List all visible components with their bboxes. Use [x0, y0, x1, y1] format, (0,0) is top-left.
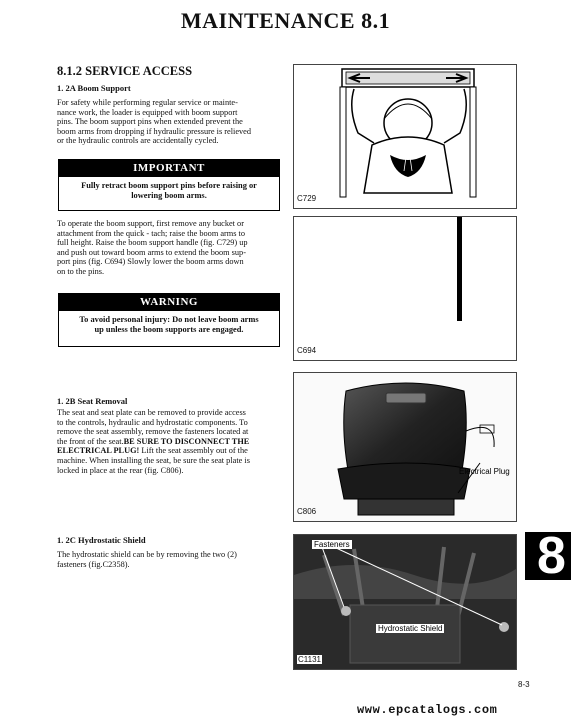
text-line — [57, 446, 292, 456]
text-line: fasteners (fig.C2358). — [57, 559, 130, 569]
text-line: boom arms from dropping if hydraulic pressure is relieved — [57, 126, 252, 136]
figure-c1131-label: C1131 — [298, 655, 321, 664]
seat-removal-heading: 1. 2B Seat Removal — [57, 396, 128, 406]
text-span: the front of the seat. — [57, 436, 124, 446]
important-title: IMPORTANT — [59, 160, 279, 177]
boom-support-pin-line — [457, 217, 462, 321]
hydrostatic-shield-photo — [294, 535, 516, 669]
boom-support-operate — [57, 219, 292, 277]
text-line: locked in place at the rear (fig. C806). — [57, 465, 184, 475]
text-line: lowering boom arms. — [131, 190, 207, 200]
operator-illustration — [294, 65, 516, 208]
figure-c806 — [293, 372, 517, 522]
emphasis-text: BE SURE TO DISCONNECT THE — [123, 436, 250, 446]
warning-title: WARNING — [59, 294, 279, 311]
text-line: The hydrostatic shield can be by removing the two (2) — [57, 550, 237, 559]
text-line: on to the pins. — [57, 266, 105, 276]
emphasis-text: ELECTRICAL PLUG! — [57, 446, 140, 456]
warning-notice — [58, 293, 280, 347]
website-link[interactable]: www.epcatalogs.com — [357, 703, 498, 717]
text-line: or the hydraulic controls are accidentally cycled. — [57, 136, 219, 146]
text-line: remove the seat assembly, remove the fasteners located at — [57, 427, 249, 437]
boom-support-heading: 1. 2A Boom Support — [57, 83, 131, 93]
text-line: and push out toward boom arms to extend the boom sup- — [57, 247, 246, 257]
text-line: To avoid personal injury: Do not leave boom arms — [79, 315, 259, 324]
hydrostatic-shield-callout: Hydrostatic Shield — [378, 624, 443, 633]
section-title: 8.1.2 SERVICE ACCESS — [57, 64, 193, 78]
text-line: machine. When installing the seat, be sure the seat plate is — [57, 455, 250, 465]
text-line: to the controls, hydraulic and hydrostatic components. To — [57, 417, 248, 427]
text-line: The seat and seat plate can be removed to provide access — [57, 408, 246, 417]
text-line: For safety while performing regular service or mainte- — [57, 98, 238, 107]
text-span: Lift the seat assembly out of the — [139, 446, 248, 456]
fasteners-callout: Fasteners — [314, 540, 350, 549]
text-line: Fully retract boom support pins before raising or — [81, 181, 257, 190]
figure-c694 — [293, 216, 517, 361]
boom-support-intro — [57, 98, 292, 146]
important-text — [59, 177, 279, 200]
seat-photo — [294, 373, 516, 521]
figure-c729-label: C729 — [297, 194, 317, 203]
page-number: 8-3 — [518, 680, 530, 689]
text-line: nance work, the loader is equipped with boom support — [57, 107, 238, 117]
text-line: port pins (fig. C694) Slowly lower the boom arms down — [57, 257, 244, 267]
electrical-plug-callout: Electrical Plug — [459, 467, 510, 476]
hydrostatic-shield-text — [57, 550, 292, 569]
important-notice — [58, 159, 280, 211]
hydrostatic-shield-heading: 1. 2C Hydrostatic Shield — [57, 535, 146, 545]
chapter-tab — [525, 527, 571, 585]
figure-c1131 — [293, 534, 517, 670]
text-line: up unless the boom supports are engaged. — [94, 324, 244, 334]
text-line — [57, 437, 292, 447]
warning-text — [59, 311, 279, 334]
text-line: attachment from the quick - tach; raise the boom arms to — [57, 228, 246, 238]
figure-c729 — [293, 64, 517, 209]
figure-c806-label: C806 — [297, 507, 317, 516]
chapter-tab-number: 8 — [537, 527, 566, 585]
text-line: To operate the boom support, first remove any bucket or — [57, 219, 244, 228]
page-title: MAINTENANCE 8.1 — [180, 8, 391, 33]
text-line: full height. Raise the boom support handle (fig. C729) up — [57, 238, 248, 248]
figure-c694-label: C694 — [297, 346, 317, 355]
seat-removal-text — [57, 408, 292, 475]
text-line: pins. The boom support pins when extended prevent the — [57, 117, 243, 127]
